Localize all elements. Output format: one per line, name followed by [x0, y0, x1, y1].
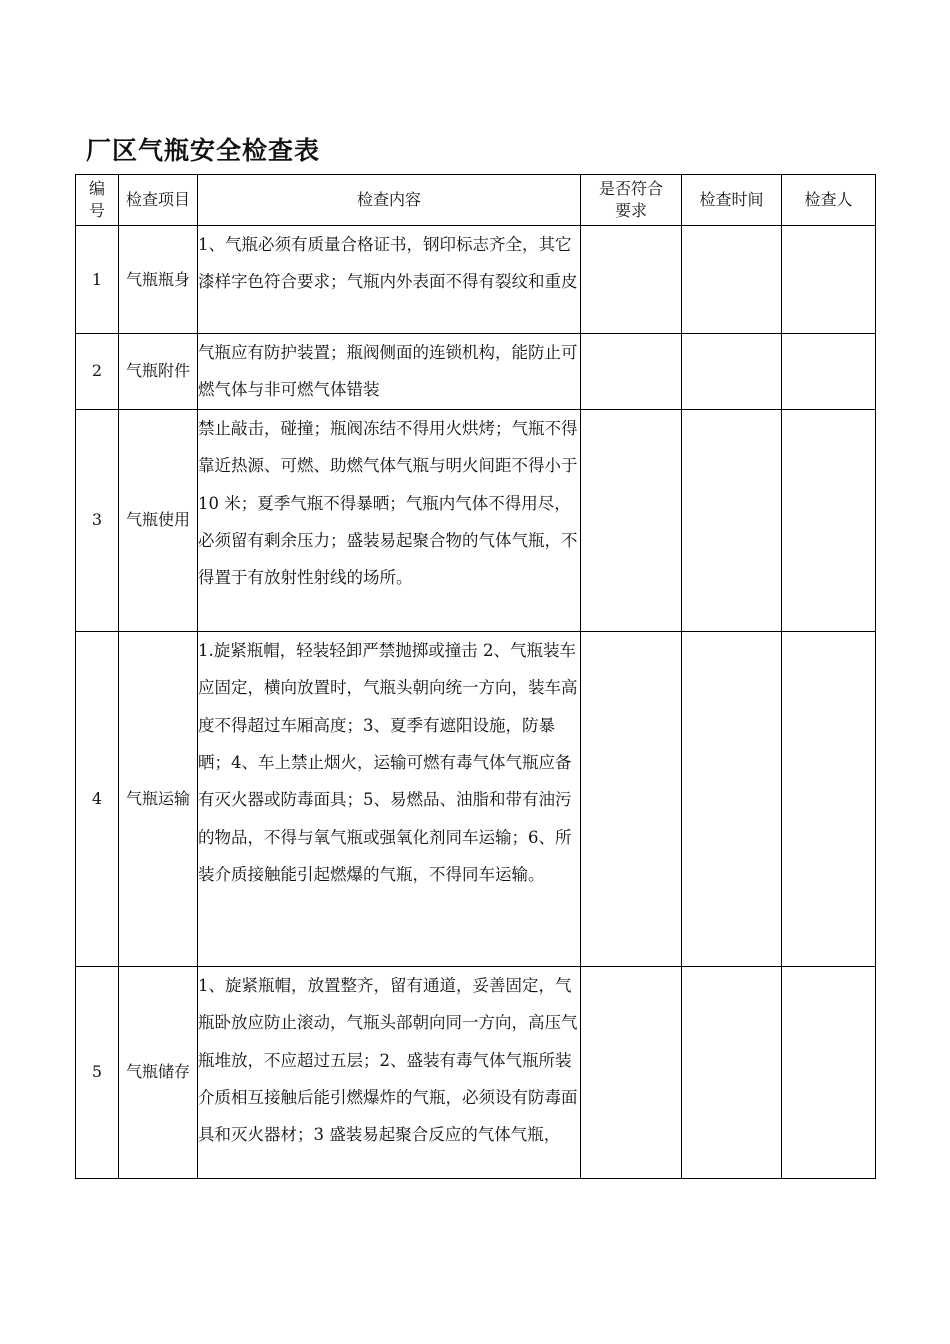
row-time-cell[interactable]: [682, 966, 782, 1178]
row-compliant-cell[interactable]: [581, 409, 682, 631]
header-item: 检查项目: [119, 175, 198, 226]
row-time-cell[interactable]: [682, 226, 782, 334]
row-item: 气瓶附件: [119, 334, 198, 410]
row-compliant-cell[interactable]: [581, 631, 682, 966]
row-time-cell[interactable]: [682, 409, 782, 631]
header-number: 编号: [76, 175, 119, 226]
header-inspector: 检查人: [782, 175, 876, 226]
table-row: [76, 226, 876, 334]
header-row: [76, 175, 876, 226]
row-content: 禁止敲击，碰撞；瓶阀冻结不得用火烘烤；气瓶不得靠近热源、可燃、助燃气体气瓶与明火间距不得小于 10 米；夏季气瓶不得暴晒；气瓶内气体不得用尽，必须留有剩余压力；盛装易起聚合物的气体气瓶，不得置于有放射性射线的场所。: [198, 409, 581, 631]
row-content: 1、旋紧瓶帽，放置整齐，留有通道，妥善固定，气瓶卧放应防止滚动，气瓶头部朝向同一方向，高压气瓶堆放，不应超过五层；2、盛装有毒气体气瓶所装介质相互接触后能引燃爆炸的气瓶，必须设有防毒面具和灭火器材；3 盛装易起聚合反应的气体气瓶，: [198, 966, 581, 1178]
table-row: [76, 409, 876, 631]
row-compliant-cell[interactable]: [581, 334, 682, 410]
row-content: 气瓶应有防护装置；瓶阀侧面的连锁机构，能防止可燃气体与非可燃气体错装: [198, 334, 581, 410]
header-time: 检查时间: [682, 175, 782, 226]
row-number: 1: [76, 226, 119, 334]
row-inspector-cell[interactable]: [782, 409, 876, 631]
page-title: 厂区气瓶安全检查表: [86, 136, 321, 165]
row-item: 气瓶储存: [119, 966, 198, 1178]
row-time-cell[interactable]: [682, 631, 782, 966]
row-number: 4: [76, 631, 119, 966]
row-inspector-cell[interactable]: [782, 966, 876, 1178]
row-inspector-cell[interactable]: [782, 226, 876, 334]
row-compliant-cell[interactable]: [581, 966, 682, 1178]
row-content: 1.旋紧瓶帽，轻装轻卸严禁抛掷或撞击 2、气瓶装车应固定，横向放置时，气瓶头朝向统一方向，装车高度不得超过车厢高度；3、夏季有遮阳设施，防暴晒；4、车上禁止烟火，运输可燃有毒气体气瓶应备有灭火器或防毒面具；5、易燃品、油脂和带有油污的物品，不得与氧气瓶或强氧化剂同车运输；6、所装介质接触能引起燃爆的气瓶，不得同车运输。: [198, 631, 581, 966]
row-inspector-cell[interactable]: [782, 631, 876, 966]
inspection-table: [75, 174, 876, 1179]
row-number: 2: [76, 334, 119, 410]
row-content: 1、气瓶必须有质量合格证书，钢印标志齐全，其它漆样字色符合要求；气瓶内外表面不得有裂纹和重皮: [198, 226, 581, 334]
table-row: [76, 334, 876, 410]
header-compliant: 是否符合要求: [581, 175, 682, 226]
row-item: 气瓶瓶身: [119, 226, 198, 334]
header-content: 检查内容: [198, 175, 581, 226]
table-row: [76, 631, 876, 966]
row-item: 气瓶使用: [119, 409, 198, 631]
row-inspector-cell[interactable]: [782, 334, 876, 410]
row-number: 5: [76, 966, 119, 1178]
table-row: [76, 966, 876, 1178]
row-item: 气瓶运输: [119, 631, 198, 966]
row-number: 3: [76, 409, 119, 631]
row-compliant-cell[interactable]: [581, 226, 682, 334]
row-time-cell[interactable]: [682, 334, 782, 410]
